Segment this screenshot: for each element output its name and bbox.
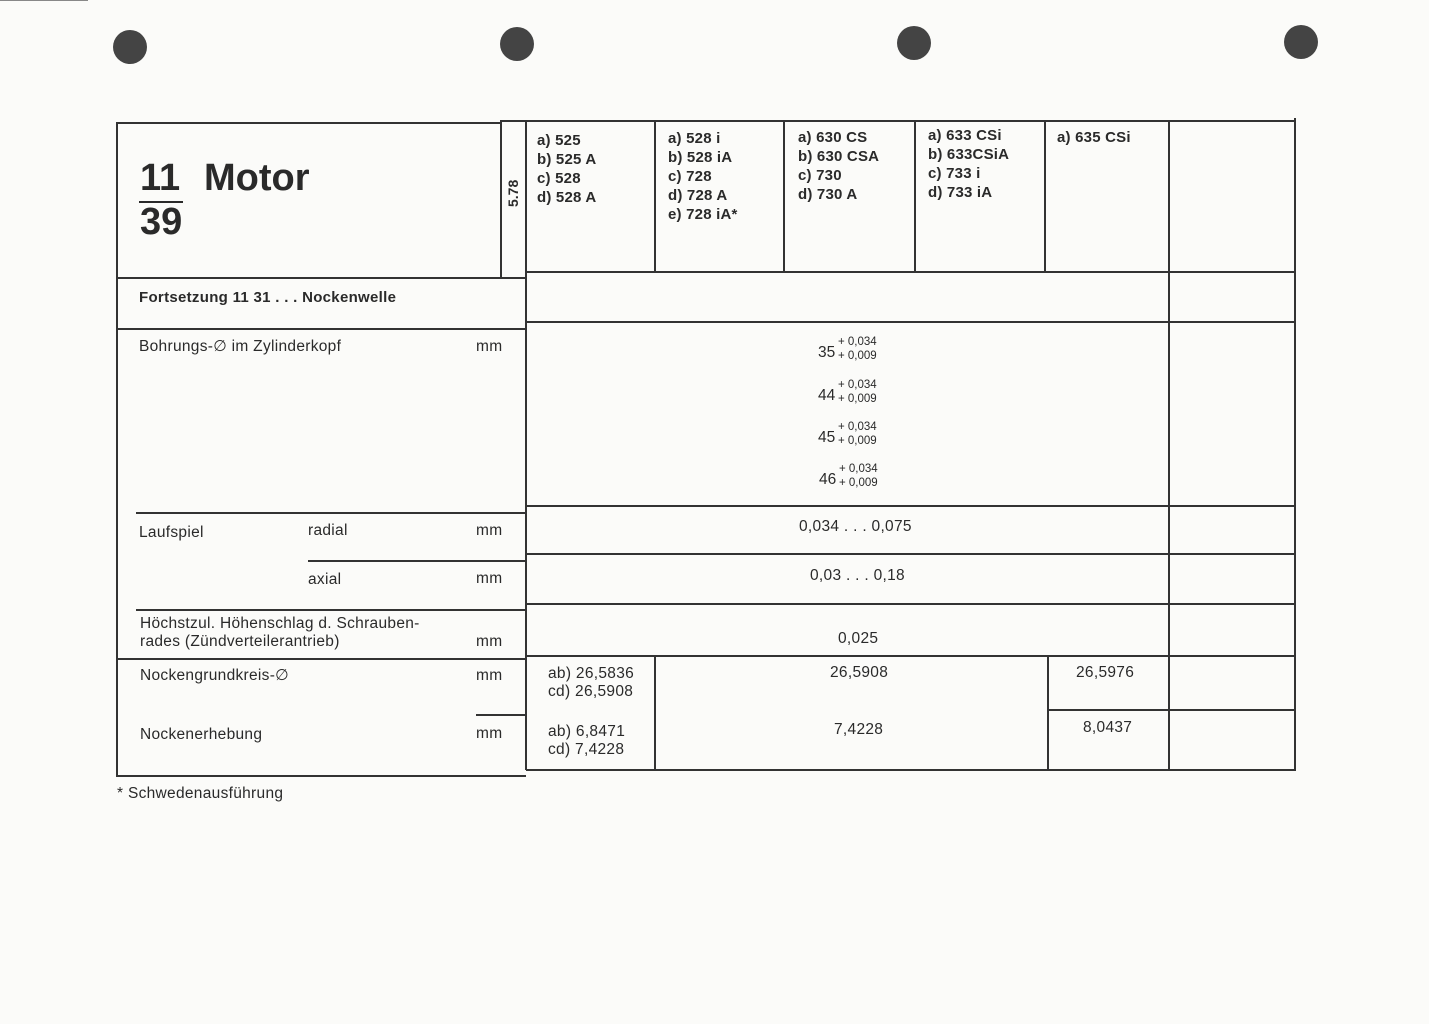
punch-hole-icon [897, 26, 931, 60]
sub-label-axial: axial [308, 571, 342, 588]
sub-label-radial: radial [308, 522, 348, 539]
value-grundkreis-last: 26,5976 [1076, 664, 1135, 681]
model-group-4 [928, 126, 1009, 202]
value-erhebung-mid: 7,4228 [834, 721, 884, 738]
value-grundkreis-cd: cd) 26,5908 [548, 683, 634, 700]
row-label-grundkreis: Nockengrundkreis-∅ [140, 667, 289, 684]
row-label-laufspiel: Laufspiel [139, 524, 204, 541]
section-title: Fortsetzung 11 31 . . . Nockenwelle [139, 289, 397, 306]
tolerance-value-44 [818, 379, 918, 413]
footnote: * Schwedenausführung [117, 785, 284, 802]
model-label: d) 528 A [537, 189, 597, 206]
model-label: a) 630 CS [798, 129, 868, 146]
model-label: b) 633CSiA [928, 146, 1010, 163]
model-label: d) 728 A [668, 187, 728, 204]
date-code: 5.78 [505, 179, 521, 207]
tolerance-value-46 [819, 463, 919, 497]
model-group-2 [668, 129, 738, 224]
value-grundkreis-ab: ab) 26,5836 [548, 665, 635, 682]
unit-label: mm [476, 667, 503, 684]
page-title: Motor [204, 157, 310, 199]
unit-label: mm [476, 522, 503, 539]
model-label: d) 730 A [798, 186, 858, 203]
model-label: c) 728 [668, 168, 712, 185]
chapter-subnumber: 39 [140, 201, 183, 243]
tolerance-lower: + 0,009 [838, 350, 877, 362]
tolerance-base: 35 [818, 344, 836, 361]
tolerance-upper: + 0,034 [838, 421, 877, 433]
value-grundkreis-mid: 26,5908 [830, 664, 889, 681]
value-radial: 0,034 . . . 0,075 [799, 518, 912, 535]
model-group-5 [1057, 128, 1131, 147]
unit-label: mm [476, 338, 503, 355]
row-label-erhebung: Nockenerhebung [140, 726, 263, 743]
tolerance-lower: + 0,009 [838, 435, 877, 447]
tolerance-value-45 [818, 421, 918, 455]
model-label: c) 528 [537, 170, 581, 187]
model-label: e) 728 iA* [668, 206, 738, 223]
tolerance-lower: + 0,009 [839, 477, 878, 489]
model-label: c) 733 i [928, 165, 981, 182]
value-erhebung-cd: cd) 7,4228 [548, 741, 625, 758]
value-erhebung-ab: ab) 6,8471 [548, 723, 626, 740]
value-hoehenschlag: 0,025 [838, 630, 879, 647]
punch-hole-icon [1284, 25, 1318, 59]
tolerance-lower: + 0,009 [838, 393, 877, 405]
model-label: a) 528 i [668, 130, 721, 147]
tolerance-upper: + 0,034 [839, 463, 878, 475]
tolerance-base: 45 [818, 429, 836, 446]
value-erhebung-last: 8,0437 [1083, 719, 1133, 736]
tolerance-upper: + 0,034 [838, 336, 877, 348]
model-label: b) 525 A [537, 151, 597, 168]
model-label: a) 633 CSi [928, 127, 1002, 144]
model-label: a) 525 [537, 132, 581, 149]
edge-mark [0, 0, 88, 1]
punch-hole-icon [113, 30, 147, 64]
model-group-1 [537, 131, 596, 207]
unit-label: mm [476, 725, 503, 742]
tolerance-upper: + 0,034 [838, 379, 877, 391]
row-label-hoehenschlag-1: Höchstzul. Höhenschlag d. Schrauben- [140, 615, 420, 632]
model-label: b) 630 CSA [798, 148, 880, 165]
tolerance-base: 46 [819, 471, 837, 488]
unit-label: mm [476, 633, 503, 650]
model-label: b) 528 iA [668, 149, 733, 166]
model-label: d) 733 iA [928, 184, 993, 201]
model-label: a) 635 CSi [1057, 129, 1131, 146]
row-label-hoehenschlag-2: rades (Zündverteilerantrieb) [140, 633, 340, 650]
unit-label: mm [476, 570, 503, 587]
punch-hole-icon [500, 27, 534, 61]
tolerance-base: 44 [818, 387, 836, 404]
row-label-bohrung: Bohrungs-∅ im Zylinderkopf [139, 338, 342, 355]
tolerance-value-35 [818, 336, 918, 370]
chapter-number: 11 [140, 157, 181, 199]
value-axial: 0,03 . . . 0,18 [810, 567, 905, 584]
model-label: c) 730 [798, 167, 842, 184]
model-group-3 [798, 128, 879, 204]
